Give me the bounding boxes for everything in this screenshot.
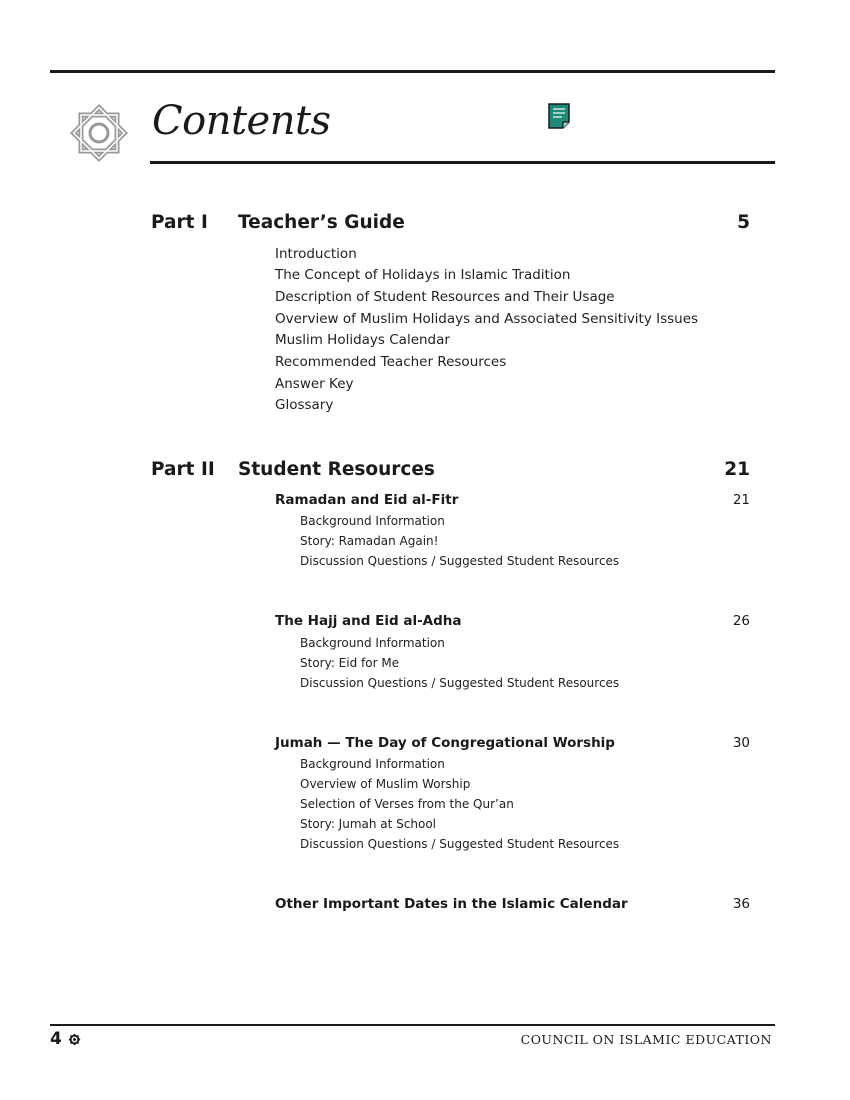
subsection-item: Overview of Muslim Worship (300, 777, 471, 791)
section-title: Ramadan and Eid al-Fitr (275, 492, 459, 508)
subsection-item: Background Information (300, 636, 445, 650)
subsection-item: Discussion Questions / Suggested Student Resources (300, 837, 620, 851)
section-title: Jumah — The Day of Congregational Worship (275, 735, 615, 751)
top-rule (50, 70, 775, 73)
page-number: 4 (50, 1029, 62, 1049)
subsection-item: Discussion Questions / Suggested Student Resources (300, 554, 620, 568)
title-rule (150, 161, 775, 164)
section-title: The Hajj and Eid al-Adha (275, 613, 462, 629)
section-page-number: 36 (732, 896, 750, 912)
part-label: Part II (151, 459, 215, 480)
section-page-number: 21 (732, 492, 750, 508)
part-page-number: 5 (737, 212, 750, 233)
subsection-item: Story: Jumah at School (300, 817, 437, 831)
toc-entry: Muslim Holidays Calendar (275, 332, 450, 348)
islamic-star-ornament-icon (66, 100, 132, 166)
subsection-item: Selection of Verses from the Qur’an (300, 797, 514, 811)
small-star-ornament-icon (68, 1033, 81, 1046)
toc-entry: Recommended Teacher Resources (275, 354, 507, 370)
subsection-item: Story: Eid for Me (300, 656, 400, 670)
toc-entry: The Concept of Holidays in Islamic Tradition (275, 267, 571, 283)
section-page-number: 30 (732, 735, 750, 751)
subsection-item: Discussion Questions / Suggested Student Resources (300, 676, 620, 690)
subsection-item: Background Information (300, 757, 445, 771)
subsection-item: Story: Ramadan Again! (300, 534, 439, 548)
section-page-number: 26 (732, 613, 750, 629)
footer-rule (50, 1024, 775, 1026)
organization-name: COUNCIL ON ISLAMIC EDUCATION (520, 1032, 772, 1047)
note-document-icon[interactable] (547, 102, 573, 130)
toc-entry: Glossary (275, 397, 334, 413)
part-page-number: 21 (724, 459, 750, 480)
section-title: Other Important Dates in the Islamic Calendar (275, 896, 628, 912)
toc-entry: Introduction (275, 246, 357, 262)
toc-entry: Answer Key (275, 376, 354, 392)
toc-entry: Description of Student Resources and Their Usage (275, 289, 615, 305)
part-title: Student Resources (238, 459, 435, 480)
part-label: Part I (151, 212, 208, 233)
subsection-item: Background Information (300, 514, 445, 528)
part-title: Teacher’s Guide (238, 212, 405, 233)
page-title: Contents (152, 98, 331, 144)
toc-entry: Overview of Muslim Holidays and Associated Sensitivity Issues (275, 311, 699, 327)
